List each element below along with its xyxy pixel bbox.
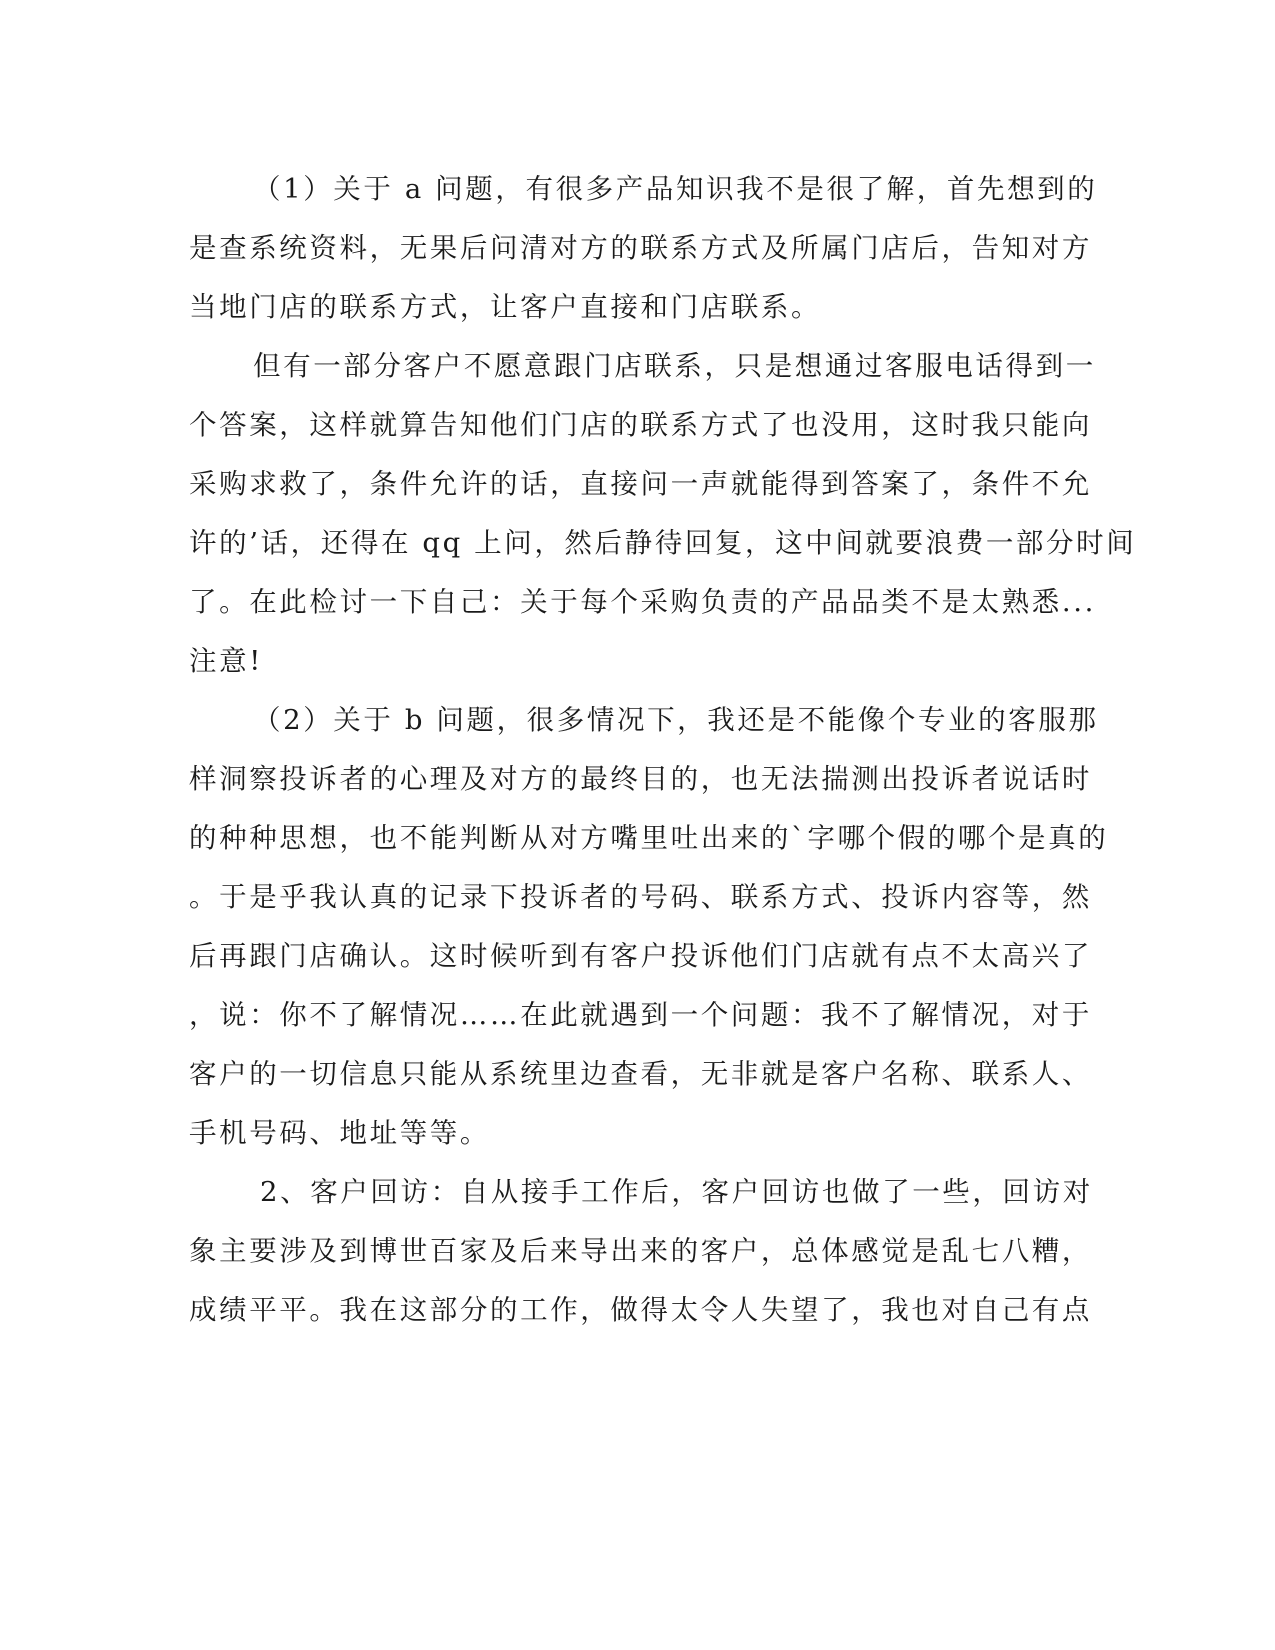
text-line: 的种种思想，也不能判断从对方嘴里吐出来的`字哪个假的哪个是真的 bbox=[189, 822, 1109, 854]
text-line: （2）关于 b 问题，很多情况下，我还是不能像个专业的客服那 bbox=[253, 704, 1099, 736]
text-line: 样洞察投诉者的心理及对方的最终目的，也无法揣测出投诉者说话时 bbox=[189, 763, 1092, 795]
text-line: 手机号码、地址等等。 bbox=[189, 1117, 490, 1149]
text-line: 当地门店的联系方式，让客户直接和门店联系。 bbox=[189, 291, 822, 323]
text-line: 注意! bbox=[189, 645, 263, 677]
text-line: （1）关于 a 问题，有很多产品知识我不是很了解，首先想到的 bbox=[253, 173, 1098, 205]
document-body bbox=[189, 160, 1137, 1340]
text-line: 个答案，这样就算告知他们门店的联系方式了也没用，这时我只能向 bbox=[189, 409, 1092, 441]
text-line: 象主要涉及到博世百家及后来导出来的客户，总体感觉是乱七八糟， bbox=[189, 1235, 1092, 1267]
text-line: 。于是乎我认真的记录下投诉者的号码、联系方式、投诉内容等，然 bbox=[189, 881, 1092, 913]
text-line: 许的’话，还得在 qq 上问，然后静待回复，这中间就要浪费一部分时间 bbox=[189, 527, 1137, 559]
text-line: 采购求救了，条件允许的话，直接问一声就能得到答案了，条件不允 bbox=[189, 468, 1092, 500]
text-line: 但有一部分客户不愿意跟门店联系，只是想通过客服电话得到一 bbox=[253, 350, 1096, 382]
text-line: 2、客户回访：自从接手工作后，客户回访也做了一些，回访对 bbox=[260, 1176, 1093, 1208]
text-line: 了。在此检讨一下自己：关于每个采购负责的产品品类不是太熟悉... bbox=[189, 586, 1096, 618]
text-line: 后再跟门店确认。这时候听到有客户投诉他们门店就有点不太高兴了 bbox=[189, 940, 1092, 972]
text-line: ，说：你不了解情况……在此就遇到一个问题：我不了解情况，对于 bbox=[189, 999, 1092, 1031]
text-line: 客户的一切信息只能从系统里边查看，无非就是客户名称、联系人、 bbox=[189, 1058, 1092, 1090]
text-line: 成绩平平。我在这部分的工作，做得太令人失望了，我也对自己有点 bbox=[189, 1294, 1092, 1326]
text-line: 是查系统资料，无果后问清对方的联系方式及所属门店后，告知对方 bbox=[189, 232, 1092, 264]
